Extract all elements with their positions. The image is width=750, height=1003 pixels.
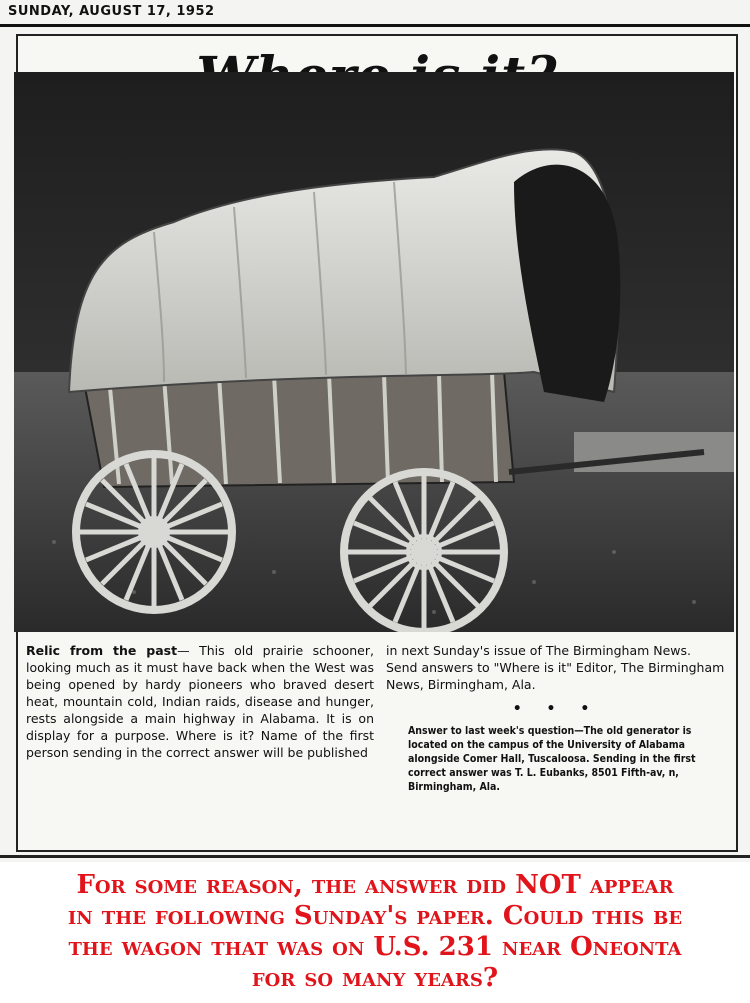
- separator-dots: • • •: [512, 701, 600, 717]
- bottom-rule: [0, 855, 750, 858]
- photo-caption: [26, 642, 726, 842]
- rear-wheel: [76, 454, 232, 610]
- front-wheel: [344, 472, 504, 632]
- covered-wagon-illustration: [14, 72, 734, 632]
- dateline-rule: [0, 24, 750, 27]
- annotation-note: [0, 870, 750, 994]
- caption-column-2: [386, 642, 726, 794]
- caption-lead: Relic from the past: [26, 643, 178, 658]
- note-line: For some reason, the answer did NOT appear: [76, 870, 674, 900]
- caption-column-1: [26, 642, 374, 761]
- caption-body: — This old prairie schooner, looking much as it must have back when the West was being opened by hardy pioneers who braved desert heat, mountain cold, Indian raids, disease and hunger, rests alongside a main highway in Alabama. It is on display for a purpose. Where is it? Name of the first person sending in the correct answer will be published: [26, 643, 374, 760]
- caption-continued: in next Sunday's issue of The Birmingham News. Send answers to "Where is it" Editor, The Birmingham News, Birmingham, Ala.: [386, 643, 725, 692]
- dateline: SUNDAY, AUGUST 17, 1952: [8, 4, 215, 19]
- wagon-photo: [14, 72, 734, 632]
- note-line: for so many years?: [251, 963, 499, 993]
- note-line: the wagon that was on U.S. 231 near Oneonta: [68, 932, 682, 962]
- last-week-answer: Answer to last week's question—The old generator is located on the campus of the University of Alabama alongside Comer Hall, Tuscaloosa. Sending in the first correct answer was T. L. Eubanks, 8501 Fifth-av, n, Birmingham, Ala.: [408, 725, 696, 793]
- note-line: in the following Sunday's paper. Could this be: [67, 901, 683, 931]
